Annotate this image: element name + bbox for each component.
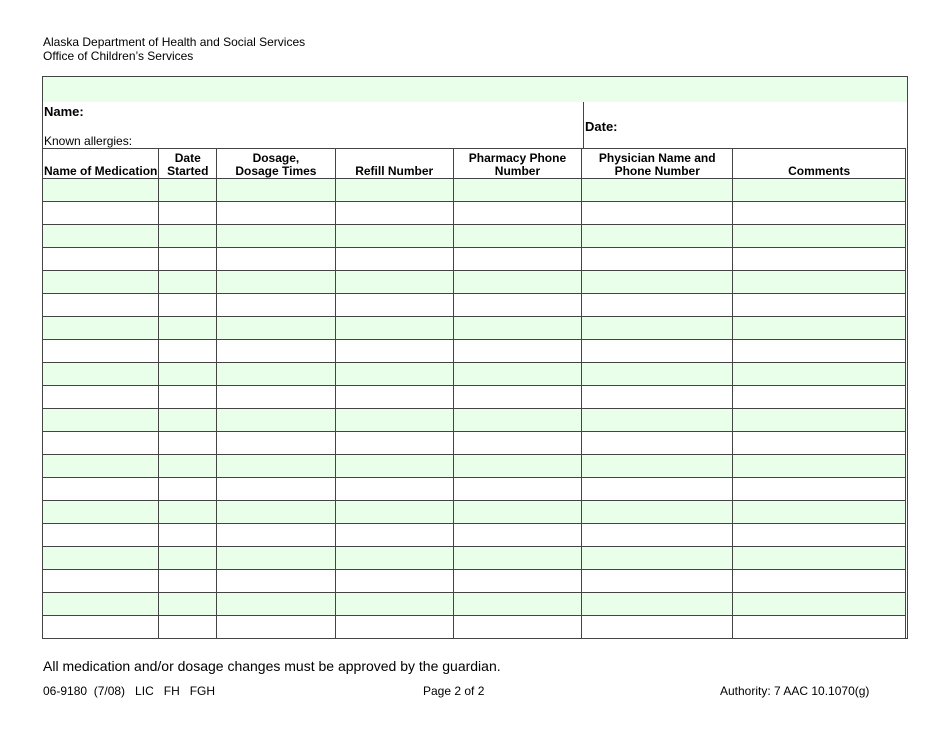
table-row xyxy=(43,225,906,248)
table-row xyxy=(43,386,906,409)
cell-medication[interactable] xyxy=(43,179,159,202)
cell-pharmacy-phone[interactable] xyxy=(453,501,581,524)
cell-pharmacy-phone[interactable] xyxy=(453,524,581,547)
cell-date-started[interactable] xyxy=(159,225,217,248)
cell-medication[interactable] xyxy=(43,248,159,271)
cell-pharmacy-phone[interactable] xyxy=(453,317,581,340)
cell-date-started[interactable] xyxy=(159,409,217,432)
cell-refill[interactable] xyxy=(335,432,453,455)
cell-dosage[interactable] xyxy=(217,501,335,524)
cell-refill[interactable] xyxy=(335,294,453,317)
cell-pharmacy-phone[interactable] xyxy=(453,455,581,478)
cell-physician[interactable] xyxy=(582,432,733,455)
cell-comments[interactable] xyxy=(733,432,906,455)
cell-medication[interactable] xyxy=(43,547,159,570)
cell-pharmacy-phone[interactable] xyxy=(453,202,581,225)
table-row xyxy=(43,363,906,386)
cell-pharmacy-phone[interactable] xyxy=(453,248,581,271)
cell-refill[interactable] xyxy=(335,248,453,271)
cell-physician[interactable] xyxy=(582,501,733,524)
cell-medication[interactable] xyxy=(43,294,159,317)
cell-medication[interactable] xyxy=(43,386,159,409)
cell-dosage[interactable] xyxy=(217,294,335,317)
cell-medication[interactable] xyxy=(43,317,159,340)
column-header-refill: Refill Number xyxy=(335,149,453,179)
cell-medication[interactable] xyxy=(43,271,159,294)
cell-pharmacy-phone[interactable] xyxy=(453,271,581,294)
cell-refill[interactable] xyxy=(335,616,453,639)
medication-table xyxy=(42,148,906,639)
cell-refill[interactable] xyxy=(335,524,453,547)
cell-physician[interactable] xyxy=(582,547,733,570)
table-row xyxy=(43,478,906,501)
cell-physician[interactable] xyxy=(582,616,733,639)
cell-medication[interactable] xyxy=(43,432,159,455)
form-top-band xyxy=(43,77,907,102)
cell-comments[interactable] xyxy=(733,340,906,363)
cell-dosage[interactable] xyxy=(217,386,335,409)
cell-dosage[interactable] xyxy=(217,248,335,271)
cell-date-started[interactable] xyxy=(159,179,217,202)
cell-pharmacy-phone[interactable] xyxy=(453,179,581,202)
cell-physician[interactable] xyxy=(582,386,733,409)
column-header-date-started: Date Started xyxy=(159,149,217,179)
cell-medication[interactable] xyxy=(43,202,159,225)
table-row xyxy=(43,340,906,363)
cell-date-started[interactable] xyxy=(159,570,217,593)
cell-date-started[interactable] xyxy=(159,478,217,501)
cell-date-started[interactable] xyxy=(159,340,217,363)
cell-date-started[interactable] xyxy=(159,524,217,547)
name-field-label: Name: xyxy=(44,104,84,119)
cell-refill[interactable] xyxy=(335,547,453,570)
cell-physician[interactable] xyxy=(582,225,733,248)
cell-refill[interactable] xyxy=(335,317,453,340)
cell-dosage[interactable] xyxy=(217,616,335,639)
cell-date-started[interactable] xyxy=(159,455,217,478)
cell-date-started[interactable] xyxy=(159,616,217,639)
column-header-physician: Physician Name and Phone Number xyxy=(582,149,733,179)
cell-comments[interactable] xyxy=(733,294,906,317)
cell-refill[interactable] xyxy=(335,202,453,225)
cell-dosage[interactable] xyxy=(217,340,335,363)
cell-comments[interactable] xyxy=(733,409,906,432)
cell-refill[interactable] xyxy=(335,271,453,294)
table-header-row xyxy=(43,149,906,179)
cell-medication[interactable] xyxy=(43,593,159,616)
cell-pharmacy-phone[interactable] xyxy=(453,386,581,409)
column-header-pharmacy-phone: Pharmacy Phone Number xyxy=(453,149,581,179)
table-row xyxy=(43,294,906,317)
cell-date-started[interactable] xyxy=(159,294,217,317)
cell-pharmacy-phone[interactable] xyxy=(453,432,581,455)
cell-dosage[interactable] xyxy=(217,363,335,386)
cell-medication[interactable] xyxy=(43,616,159,639)
cell-physician[interactable] xyxy=(582,294,733,317)
cell-date-started[interactable] xyxy=(159,202,217,225)
cell-date-started[interactable] xyxy=(159,363,217,386)
cell-refill[interactable] xyxy=(335,179,453,202)
cell-pharmacy-phone[interactable] xyxy=(453,593,581,616)
column-header-dosage: Dosage, Dosage Times xyxy=(217,149,335,179)
table-row xyxy=(43,593,906,616)
cell-physician[interactable] xyxy=(582,363,733,386)
table-row xyxy=(43,547,906,570)
cell-physician[interactable] xyxy=(582,248,733,271)
agency-name: Alaska Department of Health and Social Services xyxy=(43,35,306,49)
cell-comments[interactable] xyxy=(733,501,906,524)
cell-medication[interactable] xyxy=(43,570,159,593)
cell-dosage[interactable] xyxy=(217,593,335,616)
cell-pharmacy-phone[interactable] xyxy=(453,294,581,317)
cell-pharmacy-phone[interactable] xyxy=(453,225,581,248)
cell-dosage[interactable] xyxy=(217,524,335,547)
cell-physician[interactable] xyxy=(582,202,733,225)
cell-dosage[interactable] xyxy=(217,271,335,294)
cell-comments[interactable] xyxy=(733,547,906,570)
cell-refill[interactable] xyxy=(335,501,453,524)
column-header-comments: Comments xyxy=(733,149,906,179)
cell-dosage[interactable] xyxy=(217,225,335,248)
cell-refill[interactable] xyxy=(335,593,453,616)
cell-medication[interactable] xyxy=(43,225,159,248)
cell-date-started[interactable] xyxy=(159,501,217,524)
cell-dosage[interactable] xyxy=(217,179,335,202)
cell-comments[interactable] xyxy=(733,524,906,547)
cell-comments[interactable] xyxy=(733,179,906,202)
cell-comments[interactable] xyxy=(733,363,906,386)
cell-date-started[interactable] xyxy=(159,386,217,409)
cell-physician[interactable] xyxy=(582,524,733,547)
cell-comments[interactable] xyxy=(733,386,906,409)
table-row xyxy=(43,409,906,432)
cell-physician[interactable] xyxy=(582,271,733,294)
cell-comments[interactable] xyxy=(733,593,906,616)
cell-pharmacy-phone[interactable] xyxy=(453,478,581,501)
cell-comments[interactable] xyxy=(733,478,906,501)
authority-citation: Authority: 7 AAC 10.1070(g) xyxy=(720,684,870,698)
table-row xyxy=(43,501,906,524)
table-row xyxy=(43,570,906,593)
agency-header xyxy=(43,35,305,63)
cell-date-started[interactable] xyxy=(159,432,217,455)
medication-log-form xyxy=(42,76,908,639)
cell-date-started[interactable] xyxy=(159,271,217,294)
cell-date-started[interactable] xyxy=(159,248,217,271)
column-header-medication: Name of Medication xyxy=(43,149,159,179)
page-number: Page 2 of 2 xyxy=(423,684,485,698)
cell-date-started[interactable] xyxy=(159,317,217,340)
cell-physician[interactable] xyxy=(582,478,733,501)
table-row xyxy=(43,271,906,294)
cell-refill[interactable] xyxy=(335,478,453,501)
cell-refill[interactable] xyxy=(335,570,453,593)
cell-date-started[interactable] xyxy=(159,593,217,616)
cell-medication[interactable] xyxy=(43,478,159,501)
date-divider xyxy=(583,102,584,149)
cell-medication[interactable] xyxy=(43,501,159,524)
form-code: 06-9180 (7/08) LIC FH FGH xyxy=(43,684,216,698)
cell-comments[interactable] xyxy=(733,202,906,225)
cell-comments[interactable] xyxy=(733,271,906,294)
cell-refill[interactable] xyxy=(335,386,453,409)
cell-medication[interactable] xyxy=(43,455,159,478)
cell-refill[interactable] xyxy=(335,340,453,363)
cell-dosage[interactable] xyxy=(217,409,335,432)
table-row xyxy=(43,524,906,547)
known-allergies-label: Known allergies: xyxy=(44,134,133,148)
table-row xyxy=(43,616,906,639)
cell-physician[interactable] xyxy=(582,455,733,478)
cell-comments[interactable] xyxy=(733,317,906,340)
cell-comments[interactable] xyxy=(733,225,906,248)
cell-dosage[interactable] xyxy=(217,432,335,455)
cell-physician[interactable] xyxy=(582,409,733,432)
cell-refill[interactable] xyxy=(335,409,453,432)
cell-dosage[interactable] xyxy=(217,478,335,501)
cell-refill[interactable] xyxy=(335,455,453,478)
cell-comments[interactable] xyxy=(733,616,906,639)
table-row xyxy=(43,202,906,225)
cell-dosage[interactable] xyxy=(217,570,335,593)
cell-pharmacy-phone[interactable] xyxy=(453,340,581,363)
cell-dosage[interactable] xyxy=(217,547,335,570)
table-row xyxy=(43,317,906,340)
cell-refill[interactable] xyxy=(335,363,453,386)
cell-comments[interactable] xyxy=(733,248,906,271)
cell-medication[interactable] xyxy=(43,409,159,432)
guardian-approval-note: All medication and/or dosage changes must be approved by the guardian. xyxy=(43,658,501,674)
cell-pharmacy-phone[interactable] xyxy=(453,409,581,432)
cell-pharmacy-phone[interactable] xyxy=(453,547,581,570)
cell-pharmacy-phone[interactable] xyxy=(453,570,581,593)
cell-physician[interactable] xyxy=(582,570,733,593)
table-row xyxy=(43,455,906,478)
cell-comments[interactable] xyxy=(733,570,906,593)
cell-physician[interactable] xyxy=(582,317,733,340)
cell-medication[interactable] xyxy=(43,363,159,386)
cell-medication[interactable] xyxy=(43,340,159,363)
cell-physician[interactable] xyxy=(582,340,733,363)
table-row xyxy=(43,179,906,202)
cell-physician[interactable] xyxy=(582,179,733,202)
cell-dosage[interactable] xyxy=(217,202,335,225)
cell-dosage[interactable] xyxy=(217,455,335,478)
cell-date-started[interactable] xyxy=(159,547,217,570)
cell-pharmacy-phone[interactable] xyxy=(453,616,581,639)
cell-refill[interactable] xyxy=(335,225,453,248)
cell-dosage[interactable] xyxy=(217,317,335,340)
cell-physician[interactable] xyxy=(582,593,733,616)
cell-pharmacy-phone[interactable] xyxy=(453,363,581,386)
table-row xyxy=(43,248,906,271)
cell-comments[interactable] xyxy=(733,455,906,478)
cell-medication[interactable] xyxy=(43,524,159,547)
office-name: Office of Children’s Services xyxy=(43,49,194,63)
date-field-label: Date: xyxy=(585,119,618,134)
table-row xyxy=(43,432,906,455)
